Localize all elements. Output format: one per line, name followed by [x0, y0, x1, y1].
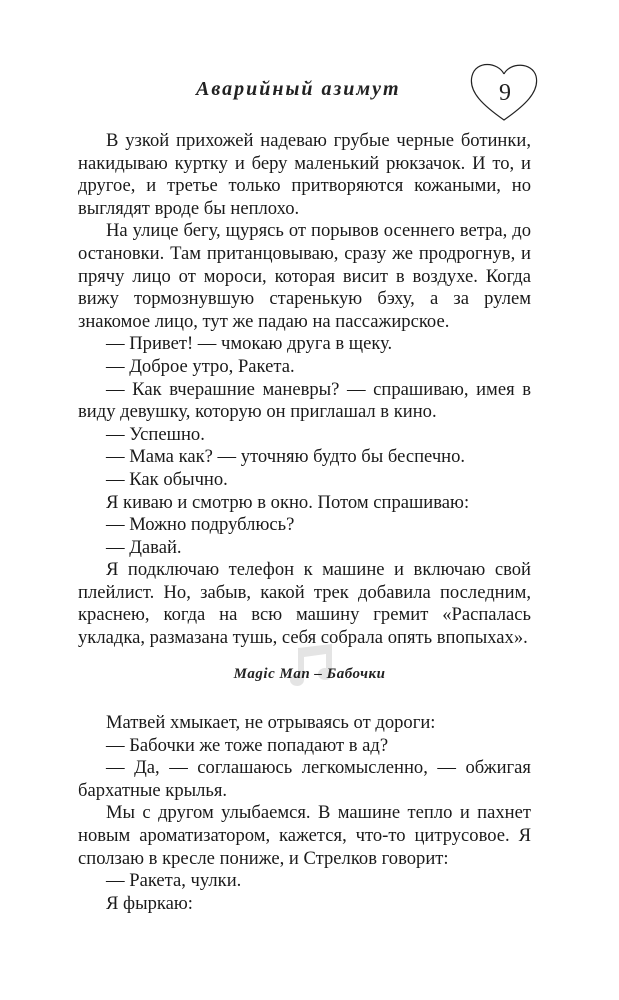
paragraph: Матвей хмыкает, не отрываясь от дороги: — [106, 712, 436, 733]
song-epigraph — [0, 644, 619, 700]
paragraph: — Да, — соглашаюсь легкомысленно, — обжигая бархатные крылья. — [78, 757, 531, 801]
text-block-1 — [78, 130, 531, 650]
paragraph: — Можно подрублюсь? — [106, 514, 295, 536]
paragraph: — Доброе утро, Ракета. — [106, 355, 295, 377]
paragraph: — Как обычно. — [106, 468, 228, 490]
page-number: 9 — [499, 80, 511, 106]
paragraph: — Бабочки же тоже попадают в ад? — [106, 734, 389, 756]
paragraph: — Мама как? — уточняю будто бы беспечно. — [106, 446, 466, 468]
paragraph: На улице бегу, щурясь от порывов осеннего ветра, до остановки. Там пританцовываю, сразу же продрогнув, и прячу лицо от мороси, которая висит в воздухе. Когда вижу тормознувшую старенькую бэху, а за рулем знакомое лицо, тут же падаю на пассажирское. — [78, 220, 531, 332]
paragraph: Я киваю и смотрю в окно. Потом спрашиваю: — [106, 491, 470, 513]
paragraph: В узкой прихожей надеваю грубые черные ботинки, накидываю куртку и беру маленький рюкзачок. И то, и другое, и третье только притворяются кожаными, но выглядят вроде бы неплохо. — [78, 130, 531, 219]
paragraph: — Привет! — чмокаю друга в щеку. — [106, 333, 393, 355]
paragraph: — Ракета, чулки. — [106, 870, 242, 892]
paragraph: Я фыркаю: — [106, 892, 193, 914]
paragraph: Я подключаю телефон к машине и включаю свой плейлист. Но, забыв, какой трек добавила последним, краснею, когда на всю машину гремит «Распалась укладка, размазана тушь, себя собрала опять впопыхах». — [78, 559, 531, 649]
text-block-2 — [78, 712, 531, 915]
page-number-badge — [466, 58, 544, 124]
paragraph: — Давай. — [106, 536, 182, 558]
song-title: Magic Man – Бабочки — [233, 666, 386, 682]
paragraph: — Как вчерашние маневры? — спрашиваю, имея в виду девушку, которую он приглашал в кино. — [78, 378, 531, 423]
paragraph: — Успешно. — [106, 423, 205, 445]
paragraph: Мы с другом улыбаемся. В машине тепло и пахнет новым ароматизатором, кажется, что-то цитрусовое. Я сползаю в кресле пониже, и Стрелков говорит: — [78, 802, 531, 869]
running-title: Аварийный азимут — [196, 78, 401, 100]
